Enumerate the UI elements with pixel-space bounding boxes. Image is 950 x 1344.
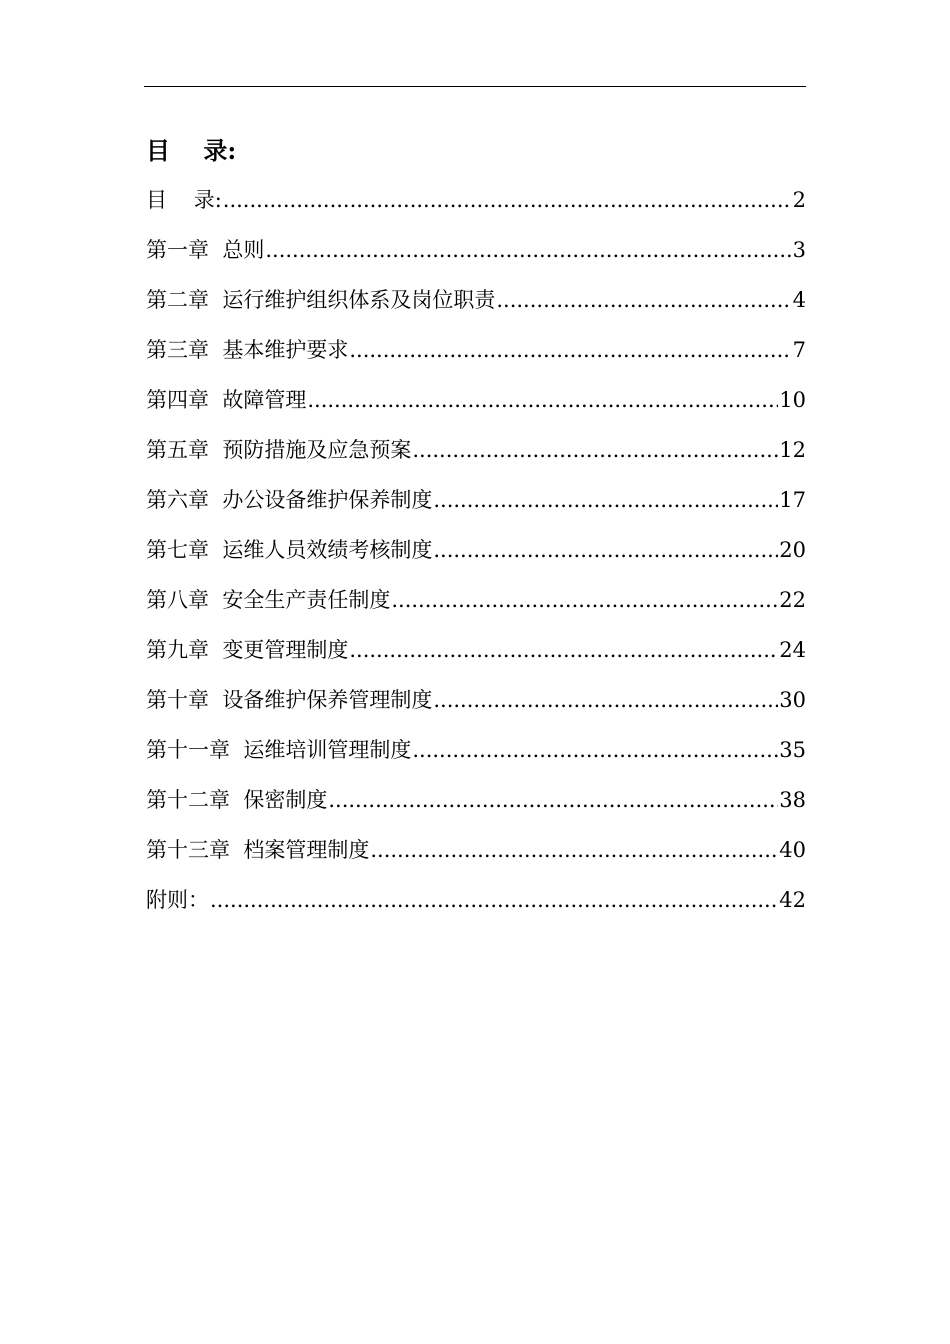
toc-entry-title: 第十一章 运维培训管理制度: [146, 738, 412, 762]
toc-entry-title: 第十二章 保密制度: [146, 788, 328, 812]
toc-entry-title: 目 录:: [146, 188, 222, 212]
toc-entry-title: 附则：: [146, 888, 209, 912]
toc-entry-page: 12: [779, 438, 806, 462]
toc-entry[interactable]: [146, 434, 806, 484]
toc-entry-page: 20: [779, 538, 806, 562]
toc-entry-title: 第四章 故障管理: [146, 388, 307, 412]
toc-entry[interactable]: [146, 284, 806, 334]
toc-entry-title: 第九章 变更管理制度: [146, 638, 349, 662]
toc-dot-leader: [433, 534, 778, 566]
toc-entry[interactable]: [146, 384, 806, 434]
toc-dot-leader: [210, 884, 778, 916]
toc-dot-leader: [223, 184, 792, 216]
toc-dot-leader: [265, 234, 791, 266]
toc-entry[interactable]: [146, 634, 806, 684]
toc-entry-page: 42: [779, 888, 806, 912]
toc-entry-title: 第一章 总则: [146, 238, 265, 262]
toc-entry-title: 第三章 基本维护要求: [146, 338, 349, 362]
toc-entry-title: 第二章 运行维护组织体系及岗位职责: [146, 288, 496, 312]
toc-entry-title: 第五章 预防措施及应急预案: [146, 438, 412, 462]
toc-dot-leader: [370, 834, 778, 866]
toc-entry-page: 38: [779, 788, 806, 812]
toc-dot-leader: [433, 684, 778, 716]
toc-entry-title: 第六章 办公设备维护保养制度: [146, 488, 433, 512]
toc-entry[interactable]: [146, 734, 806, 784]
toc-entry-title: 第八章 安全生产责任制度: [146, 588, 391, 612]
toc-entry[interactable]: [146, 784, 806, 834]
toc-entry[interactable]: [146, 584, 806, 634]
toc-entry-page: 4: [792, 288, 806, 312]
toc-heading: 目 录:: [146, 136, 237, 165]
toc-entry[interactable]: [146, 184, 806, 234]
toc-entry[interactable]: [146, 484, 806, 534]
toc-entry-page: 40: [779, 838, 806, 862]
toc-entry-page: 3: [792, 238, 806, 262]
toc-entry-title: 第十三章 档案管理制度: [146, 838, 370, 862]
toc-entry[interactable]: [146, 534, 806, 584]
toc-list: [146, 184, 806, 934]
toc-dot-leader: [349, 334, 791, 366]
toc-entry[interactable]: [146, 884, 806, 934]
toc-entry-page: 30: [779, 688, 806, 712]
toc-dot-leader: [433, 484, 778, 516]
toc-entry[interactable]: [146, 234, 806, 284]
toc-dot-leader: [328, 784, 778, 816]
toc-dot-leader: [307, 384, 778, 416]
toc-entry-title: 第十章 设备维护保养管理制度: [146, 688, 433, 712]
toc-entry-page: 10: [779, 388, 806, 412]
toc-entry-page: 24: [779, 638, 806, 662]
toc-entry[interactable]: [146, 334, 806, 384]
toc-entry-page: 2: [792, 188, 806, 212]
toc-dot-leader: [496, 284, 791, 316]
header-rule: [144, 86, 806, 87]
toc-dot-leader: [412, 734, 778, 766]
toc-entry-page: 22: [779, 588, 806, 612]
toc-entry[interactable]: [146, 834, 806, 884]
toc-entry-page: 35: [779, 738, 806, 762]
toc-entry-page: 17: [779, 488, 806, 512]
toc-entry-title: 第七章 运维人员效绩考核制度: [146, 538, 433, 562]
toc-entry-page: 7: [792, 338, 806, 362]
toc-entry[interactable]: [146, 684, 806, 734]
toc-dot-leader: [412, 434, 778, 466]
toc-dot-leader: [349, 634, 778, 666]
toc-dot-leader: [391, 584, 778, 616]
